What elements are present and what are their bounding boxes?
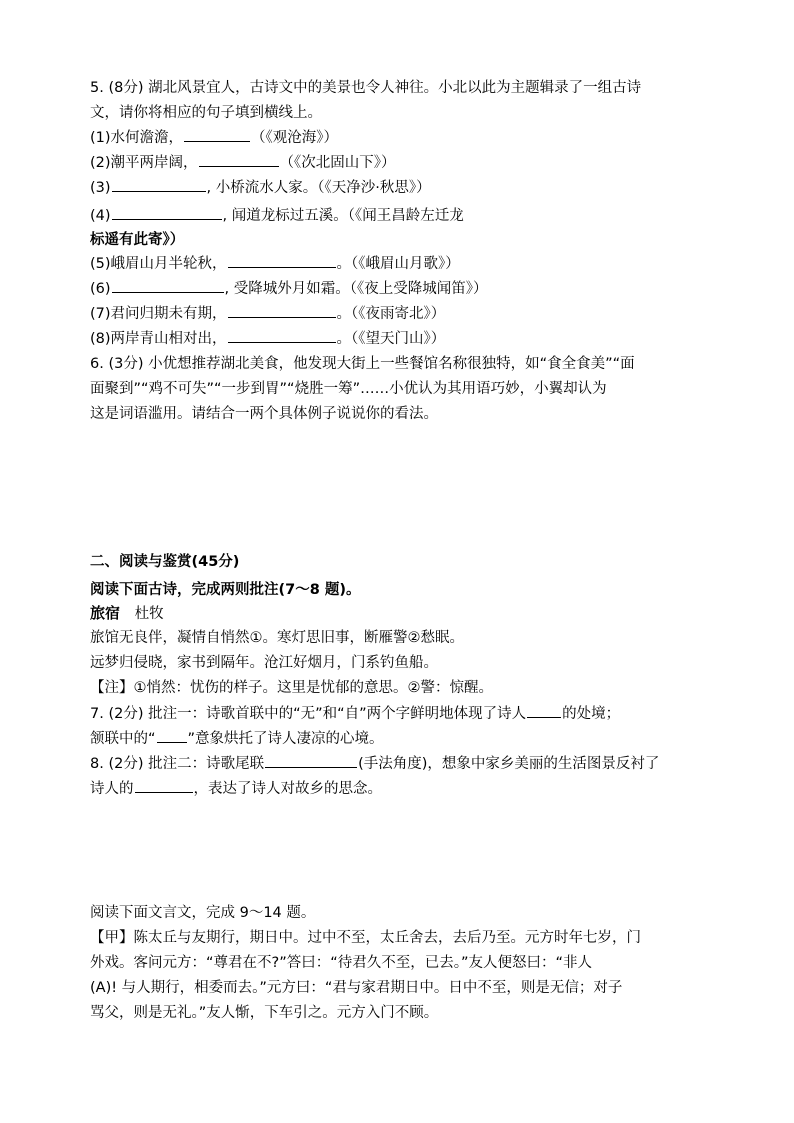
q6-line2: 面聚到”“鸡不可失”“一步到胃”“烧胜一筹”……小优认为其用语巧妙，小翼却认为 (90, 381, 607, 397)
q5-item-2 (90, 152, 396, 173)
classical-instruction: 阅读下面文言文，完成 9～14 题。 (90, 905, 316, 921)
q5-intro-line2: 文，请你将相应的句子填到横线上。 (90, 105, 322, 121)
q5-item-8-pre: (8)两岸青山相对出， (90, 331, 227, 347)
q5-item-8-blank[interactable] (228, 328, 336, 343)
q8-text-a: 8. (2分) 批注二：诗歌尾联 (90, 756, 265, 772)
q5-item-8-post: 。（《望天门山》） (336, 331, 446, 347)
q5-item-1-pre: (1)水何澹澹， (90, 130, 184, 146)
q5-item-3-blank[interactable] (112, 177, 206, 192)
q5-item-4 (90, 205, 464, 226)
poem-title: 旅宿 (90, 604, 121, 622)
poem-line2: 远梦归侵晓，家书到隔年。沧江好烟月，门系钓鱼船。 (90, 655, 438, 671)
classical-line1: 【甲】陈太丘与友期行，期日中。过中不至，太丘舍去，去后乃至。元方时年七岁，门 (90, 930, 641, 946)
q7-text-c: 颔联中的“ (90, 731, 156, 747)
q5-item-7-pre: (7)君问归期未有期， (90, 306, 227, 322)
q6-line3: 这是词语滥用。请结合一两个具体例子说说你的看法。 (90, 406, 438, 422)
section2-title: 二、阅读与鉴赏(45分) (90, 554, 240, 570)
q6-line1: 6. (3分) 小优想推荐湖北美食，他发现大街上一些餐馆名称很独特，如“食全食美”“面 (90, 356, 635, 372)
q7-text-d: ”意象烘托了诗人凄凉的心境。 (187, 731, 384, 747)
q8-blank-1[interactable] (265, 753, 357, 768)
q5-item-7 (90, 303, 445, 324)
q5-item-1-post: （《观沧海》） (251, 130, 339, 146)
q5-item-8 (90, 328, 445, 349)
section2-instruction: 阅读下面古诗，完成两则批注(7～8 题)。 (90, 582, 361, 598)
q5-item-6 (90, 278, 488, 299)
q5-item-7-post: 。（《夜雨寄北》） (336, 306, 446, 322)
poem-line1: 旅馆无良伴，凝情自悄然①。寒灯思旧事，断雁警②愁眠。 (90, 630, 464, 646)
q5-item-4-continued: 标遥有此寄》） (90, 232, 185, 248)
q7-text-a: 7. (2分) 批注一：诗歌首联中的“无”和“自”两个字鲜明地体现了诗人 (90, 706, 527, 722)
poem-note: 【注】①悄然：忧伤的样子。这里是忧郁的意思。②警：惊醒。 (90, 680, 493, 696)
q5-item-6-pre: (6) (90, 281, 111, 297)
poem-author: 杜牧 (134, 606, 164, 622)
poem-header (90, 603, 164, 624)
q7-line2 (90, 728, 384, 749)
q5-item-3-post: , 小桥流水人家。（《天净沙·秋思》） (206, 180, 431, 196)
q8-text-d: ，表达了诗人对故乡的思念。 (193, 781, 382, 797)
q5-item-4-blank[interactable] (112, 205, 222, 220)
q7-blank-1[interactable] (527, 703, 561, 718)
q5-item-5-pre: (5)峨眉山月半轮秋， (90, 256, 227, 272)
q8-blank-2[interactable] (135, 778, 193, 793)
q5-item-6-blank[interactable] (112, 278, 224, 293)
q5-item-2-blank[interactable] (199, 152, 279, 167)
classical-line2: 外戏。客问元方：“尊君在不?”答曰：“待君久不至，已去。”友人便怒曰：“非人 (90, 955, 593, 971)
q5-item-5-post: 。（《峨眉山月歌》） (336, 256, 460, 272)
q8-text-b: (手法角度)，想象中家乡美丽的生活图景反衬了 (358, 756, 660, 772)
q7-text-b: 的处境； (562, 706, 621, 722)
q5-item-3 (90, 177, 431, 198)
q5-item-2-pre: (2)潮平两岸阔， (90, 155, 198, 171)
q5-item-7-blank[interactable] (228, 303, 336, 318)
q5-item-2-post: （《次北固山下》） (279, 155, 396, 171)
q5-item-1-blank[interactable] (184, 127, 250, 142)
q5-intro-line1: 5. (8分) 湖北风景宜人，古诗文中的美景也令人神往。小北以此为主题辑录了一组古诗 (90, 80, 642, 96)
q5-item-5-blank[interactable] (228, 253, 336, 268)
q8-line1 (90, 753, 659, 774)
q5-item-5 (90, 253, 460, 274)
classical-line3: (A)! 与人期行，相委而去。”元方曰：“君与家君期日中。日中不至，则是无信；对子 (90, 980, 623, 996)
q5-item-6-post: , 受降城外月如霜。（《夜上受降城闻笛》） (224, 281, 488, 297)
q7-blank-2[interactable] (157, 728, 187, 743)
classical-line4: 骂父，则是无礼。”友人惭，下车引之。元方入门不顾。 (90, 1005, 439, 1021)
q5-item-1 (90, 127, 338, 148)
q5-item-4-pre: (4) (90, 208, 111, 224)
q5-item-3-pre: (3) (90, 180, 111, 196)
q5-item-4-post: , 闻道龙标过五溪。（《闻王昌龄左迁龙 (222, 208, 464, 224)
q8-text-c: 诗人的 (90, 781, 134, 797)
q7-line1 (90, 703, 620, 724)
q8-line2 (90, 778, 382, 799)
